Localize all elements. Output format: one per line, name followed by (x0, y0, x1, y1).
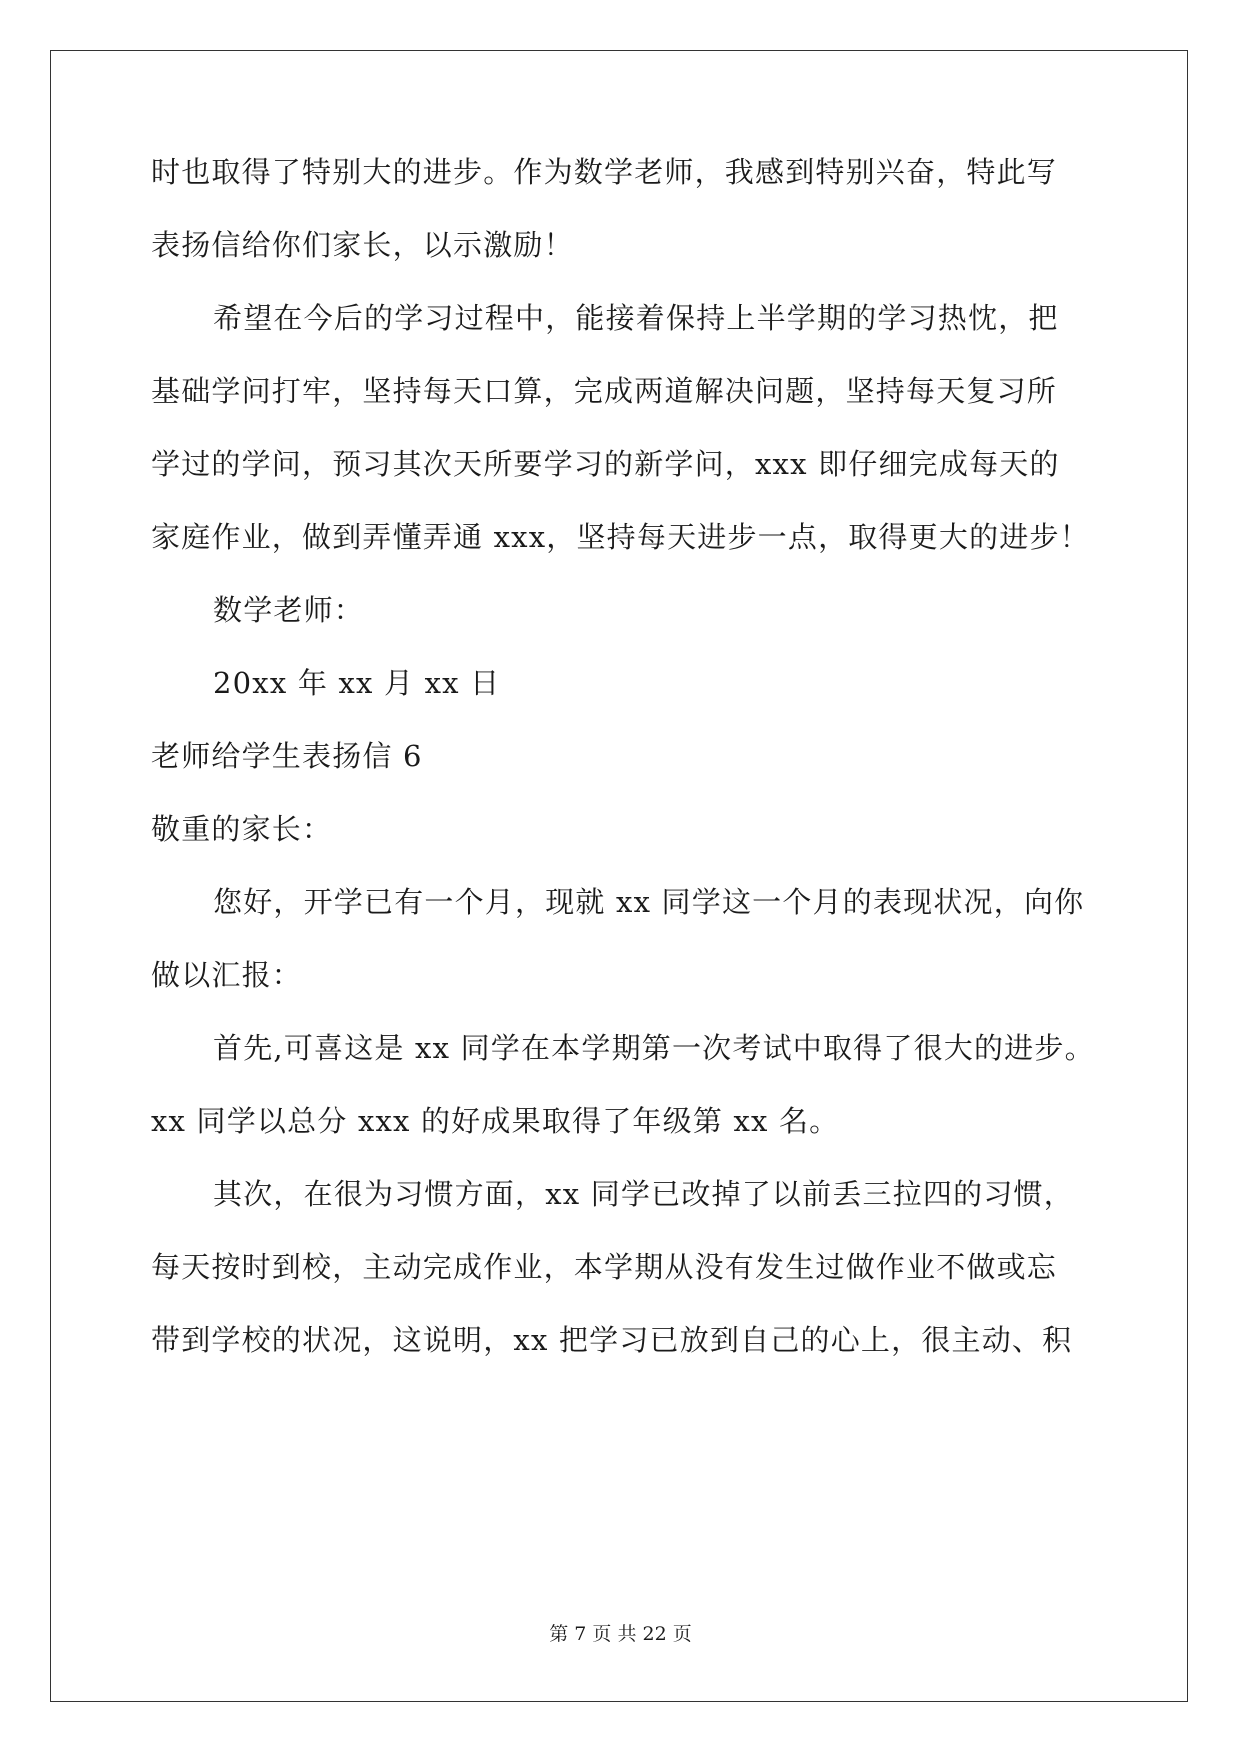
body-line: 每天按时到校，主动完成作业，本学期从没有发生过做作业不做或忘 (151, 1250, 1058, 1284)
body-line: 时也取得了特别大的进步。作为数学老师，我感到特别兴奋，特此写 (151, 155, 1058, 189)
page-number: 第 7 页 共 22 页 (549, 1623, 692, 1645)
body-line: 带到学校的状况，这说明，xx 把学习已放到自己的心上，很主动、积 (151, 1323, 1073, 1357)
paragraph-line: 其次，在很为习惯方面，xx 同学已改掉了以前丢三拉四的习惯， (213, 1177, 1074, 1211)
body-line: 做以汇报： (151, 958, 303, 992)
paragraph-line: 首先,可喜这是 xx 同学在本学期第一次考试中取得了很大的进步。 (213, 1031, 1095, 1065)
signature-date: 20xx 年 xx 月 xx 日 (213, 666, 501, 700)
section-heading: 老师给学生表扬信 6 (151, 739, 423, 773)
paragraph-line: 希望在今后的学习过程中，能接着保持上半学期的学习热忱，把 (213, 301, 1059, 335)
body-line: 基础学问打牢，坚持每天口算，完成两道解决问题，坚持每天复习所 (151, 374, 1058, 408)
body-line: 家庭作业，做到弄懂弄通 xxx，坚持每天进步一点，取得更大的进步！ (151, 520, 1090, 554)
paragraph-line: 您好，开学已有一个月，现就 xx 同学这一个月的表现状况，向你 (213, 885, 1085, 919)
body-line: 表扬信给你们家长，以示激励！ (151, 228, 574, 262)
signature-title: 数学老师： (213, 593, 365, 627)
body-line: 学过的学问，预习其次天所要学习的新学问，xxx 即仔细完成每天的 (151, 447, 1060, 481)
salutation: 敬重的家长： (151, 812, 333, 846)
body-line: xx 同学以总分 xxx 的好成果取得了年级第 xx 名。 (151, 1104, 840, 1138)
